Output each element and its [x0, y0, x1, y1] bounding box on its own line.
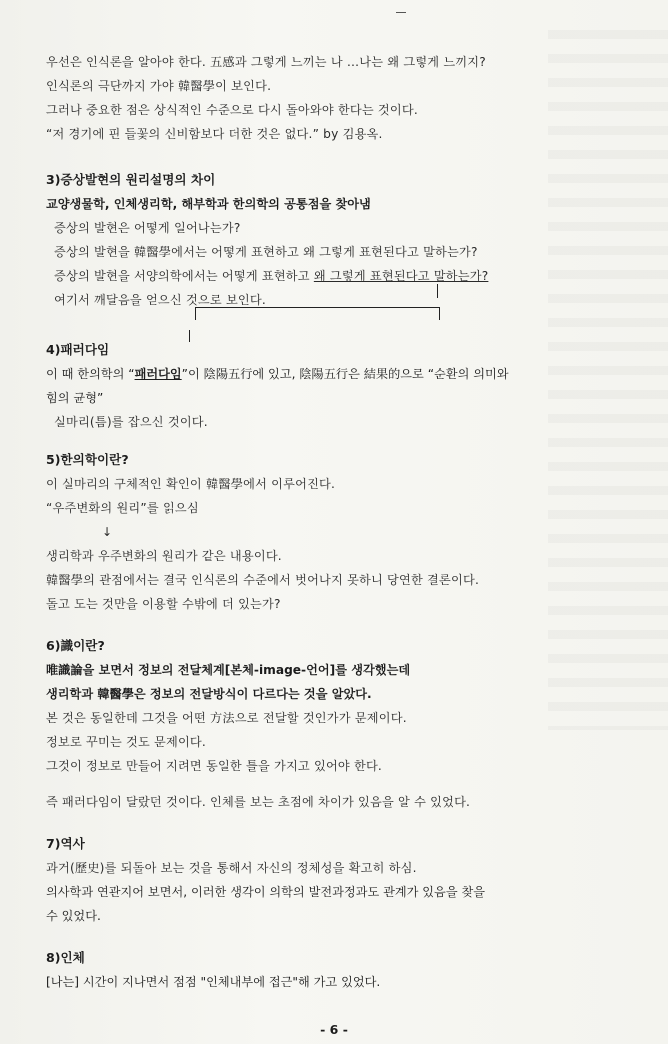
section-4-line-3: 실마리(틈)를 잡으신 것이다. [54, 415, 208, 429]
section-5-line-2: “우주변화의 원리”를 읽으심 [46, 501, 199, 515]
section-6-line-6: 즉 패러다임이 달랐던 것이다. 인체를 보는 초점에 차이가 있음을 알 수 있었다. [46, 795, 471, 809]
section-4-paradigm-term: 패러다임 [134, 367, 182, 381]
section-5-line-1: 이 실마리의 구체적인 확인이 韓醫學에서 이루어진다. [46, 477, 336, 491]
section-4-heading: 4)패러다임 [46, 342, 110, 357]
section-5-line-4: 韓醫學의 관점에서는 결국 인식론의 수준에서 벗어나지 못하니 당연한 결론이다. [46, 573, 480, 587]
section-7-line-2: 의사학과 연관지어 보면서, 이러한 생각이 의학의 발전과정과도 관계가 있음을 찾을 [46, 885, 486, 899]
section-5-line-3: 생리학과 우주변화의 원리가 같은 내용이다. [46, 549, 282, 563]
bracket-connector [195, 307, 440, 320]
connector-tick [189, 330, 190, 342]
section-8-heading: 8)인체 [46, 950, 85, 965]
section-3-line-3b: 왜 그렇게 표현된다고 말하는가? [313, 269, 489, 283]
section-6-line-4: 정보로 꾸미는 것도 문제이다. [46, 735, 206, 749]
scan-mark [396, 12, 406, 13]
section-6-line-5: 그것이 정보로 만들어 지려면 동일한 틀을 가지고 있어야 한다. [46, 759, 382, 773]
section-4-line-1c: ”이 陰陽五行에 있고, 陰陽五行은 結果的으로 “순환의 의미와 [181, 367, 509, 381]
section-4-line-1 [46, 362, 636, 386]
section-3-line-2: 증상의 발현을 韓醫學에서는 어떻게 표현하고 왜 그렇게 표현된다고 말하는가? [54, 245, 478, 259]
intro-line-2: 인식론의 극단까지 가야 韓醫學이 보인다. [46, 79, 272, 93]
section-3-subheading: 교양생물학, 인체생리학, 해부학과 한의학의 공통점을 찾아냄 [46, 197, 371, 211]
connector-mark [437, 284, 438, 298]
page-number: - 6 - [320, 1022, 348, 1037]
section-5-heading: 5)한의학이란? [46, 452, 129, 467]
section-3-line-3a: 증상의 발현을 서양의학에서는 어떻게 표현하고 [54, 269, 314, 283]
section-4-line-2: 힘의 균형” [46, 391, 104, 405]
section-3-line-1: 증상의 발현은 어떻게 일어나는가? [54, 221, 241, 235]
section-3-heading: 3)증상발현의 원리설명의 차이 [46, 172, 216, 187]
section-6-line-3: 본 것은 동일한데 그것을 어떤 方法으로 전달할 것인가가 문제이다. [46, 711, 407, 725]
intro-line-3: 그러나 중요한 점은 상식적인 수준으로 다시 돌아와야 한다는 것이다. [46, 103, 418, 117]
section-7-line-1: 과거(歷史)를 되돌아 보는 것을 통해서 자신의 정체성을 확고히 하심. [46, 861, 417, 875]
section-5-line-5: 돌고 도는 것만을 이용할 수밖에 더 있는가? [46, 597, 281, 611]
section-3-line-4: 여기서 깨달음을 얻으신 것으로 보인다. [54, 293, 266, 307]
page-body [46, 50, 636, 994]
down-arrow-icon: ↓ [102, 525, 113, 539]
section-4-line-1a: 이 때 한의학의 “ [46, 367, 135, 381]
section-3-line-3 [46, 264, 636, 288]
intro-line-4: “저 경기에 핀 들꽃의 신비함보다 더한 것은 없다.” by 김용옥. [46, 127, 383, 141]
section-6-line-1: 唯識論을 보면서 정보의 전달체계[본체-image-언어]를 생각했는데 [46, 663, 411, 677]
intro-line-1: 우선은 인식론을 알아야 한다. 五感과 그렇게 느끼는 나 …나는 왜 그렇게 느끼지? [46, 55, 486, 69]
section-6-line-2: 생리학과 韓醫學은 정보의 전달방식이 다르다는 것을 알았다. [46, 687, 372, 701]
section-6-heading: 6)識이란? [46, 638, 105, 653]
section-8-line-1: [나는] 시간이 지나면서 점점 "인체내부에 접근"해 가고 있었다. [46, 975, 381, 989]
section-7-heading: 7)역사 [46, 836, 85, 851]
section-7-line-3: 수 있었다. [46, 909, 101, 923]
